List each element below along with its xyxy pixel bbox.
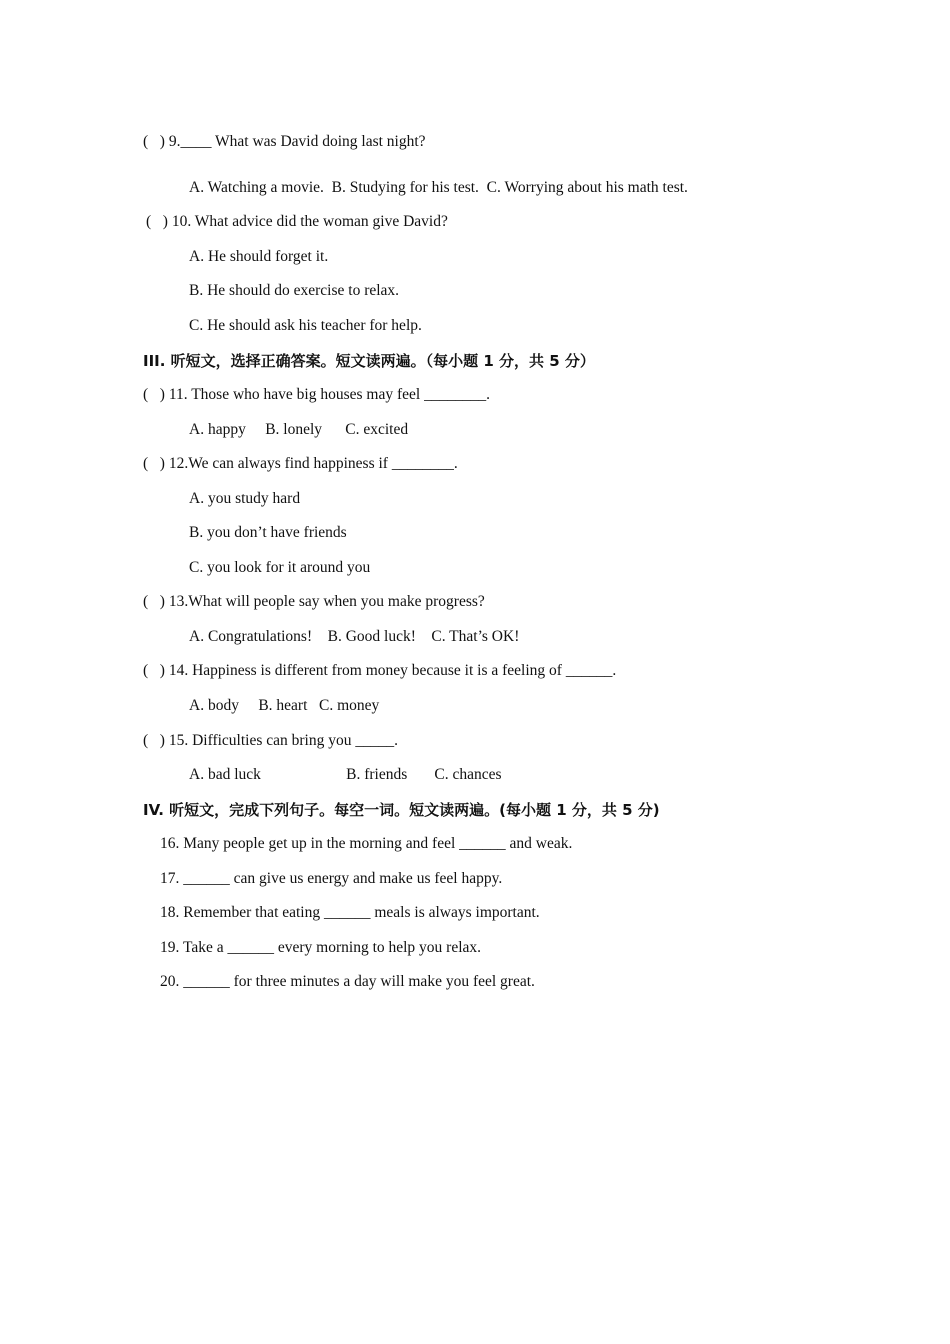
- question-10-option-c: C. He should ask his teacher for help.: [189, 317, 422, 334]
- fill-item-18: 18. Remember that eating ______ meals is always important.: [160, 904, 540, 921]
- section-3-heading: III. 听短文，选择正确答案。短文读两遍。（每小题 1 分，共 5 分）: [143, 352, 595, 370]
- fill-item-17: 17. ______ can give us energy and make us feel happy.: [160, 870, 503, 887]
- fill-item-16: 16. Many people get up in the morning and feel ______ and weak.: [160, 835, 573, 852]
- fill-item-20: 20. ______ for three minutes a day will make you feel great.: [160, 973, 535, 990]
- section-4-heading: IV. 听短文，完成下列句子。每空一词。短文读两遍。(每小题 1 分，共 5 分): [143, 801, 660, 819]
- question-9-options: A. Watching a movie. B. Studying for his test. C. Worrying about his math test.: [189, 179, 688, 196]
- question-10: ( ) 10. What advice did the woman give David?: [146, 213, 448, 230]
- question-12: ( ) 12.We can always find happiness if ________.: [143, 455, 458, 472]
- fill-item-19: 19. Take a ______ every morning to help you relax.: [160, 939, 482, 956]
- question-12-option-a: A. you study hard: [189, 490, 301, 507]
- question-11-options: A. happy B. lonely C. excited: [189, 421, 409, 438]
- question-10-option-a: A. He should forget it.: [189, 248, 329, 265]
- question-14: ( ) 14. Happiness is different from money because it is a feeling of ______.: [143, 662, 617, 679]
- question-9: ( ) 9.____ What was David doing last night?: [143, 133, 426, 150]
- question-13: ( ) 13.What will people say when you make progress?: [143, 593, 485, 610]
- question-13-options: A. Congratulations! B. Good luck! C. That’s OK!: [189, 628, 520, 645]
- question-12-option-c: C. you look for it around you: [189, 559, 371, 576]
- question-14-options: A. body B. heart C. money: [189, 697, 380, 714]
- question-12-option-b: B. you don’t have friends: [189, 524, 347, 541]
- question-10-option-b: B. He should do exercise to relax.: [189, 282, 400, 299]
- question-15: ( ) 15. Difficulties can bring you _____.: [143, 732, 398, 749]
- question-15-options: A. bad luck B. friends C. chances: [189, 766, 502, 783]
- question-11: ( ) 11. Those who have big houses may feel ________.: [143, 386, 490, 403]
